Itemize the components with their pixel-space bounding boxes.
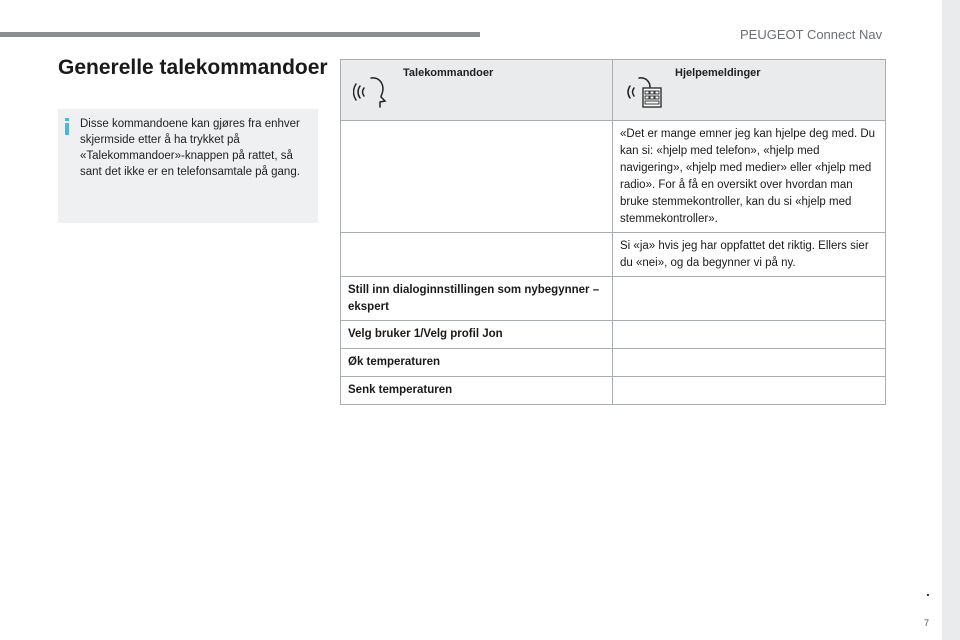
command-cell bbox=[341, 233, 613, 277]
voice-message-icon bbox=[625, 74, 663, 108]
command-cell: Øk temperaturen bbox=[341, 349, 613, 377]
command-cell: Velg bruker 1/Velg profil Jon bbox=[341, 321, 613, 349]
header-cell-messages bbox=[613, 60, 886, 121]
message-cell: Si «ja» hvis jeg har oppfattet det riktig. Ellers sier du «nei», og da begynner vi på ny. bbox=[613, 233, 886, 277]
table-row bbox=[341, 377, 886, 405]
message-cell bbox=[613, 321, 886, 349]
page-number: 7 bbox=[924, 618, 930, 628]
header-bar bbox=[0, 32, 480, 37]
voice-command-icon bbox=[353, 74, 391, 108]
message-cell: «Det er mange emner jeg kan hjelpe deg med. Du kan si: «hjelp med telefon», «hjelp med navigering», «hjelp med medier» eller «hjelp med radio». For å få en oversikt over hvordan man bruke stemmekontroller, kan du si «hjelp med stemmekontroller». bbox=[613, 121, 886, 233]
header-label-commands: Talekommandoer bbox=[403, 67, 494, 79]
table-row bbox=[341, 233, 886, 277]
table-row bbox=[341, 277, 886, 321]
table-row bbox=[341, 121, 886, 233]
info-text: Disse kommandoene kan gjøres fra enhver skjermside etter å ha trykket på «Talekommandoer»-knappen på rattet, så sant det ikke er en telefonsamtale på gang. bbox=[80, 118, 300, 178]
header-cell-commands bbox=[341, 60, 613, 121]
message-cell bbox=[613, 277, 886, 321]
table-row bbox=[341, 349, 886, 377]
command-cell: Senk temperaturen bbox=[341, 377, 613, 405]
page-edge-strip bbox=[942, 0, 960, 640]
message-cell bbox=[613, 377, 886, 405]
command-cell bbox=[341, 121, 613, 233]
message-cell bbox=[613, 349, 886, 377]
header-title: PEUGEOT Connect Nav bbox=[740, 27, 883, 42]
table-row bbox=[341, 321, 886, 349]
command-cell: Still inn dialoginnstillingen som nybegynner – ekspert bbox=[341, 277, 613, 321]
header-label-messages: Hjelpemeldinger bbox=[675, 67, 761, 79]
info-box bbox=[58, 109, 318, 223]
info-icon bbox=[65, 118, 69, 135]
section-title: Generelle talekommandoer bbox=[58, 56, 328, 79]
voice-command-table bbox=[340, 59, 886, 405]
table-header-row bbox=[341, 60, 886, 121]
page-mark: . bbox=[926, 583, 930, 599]
